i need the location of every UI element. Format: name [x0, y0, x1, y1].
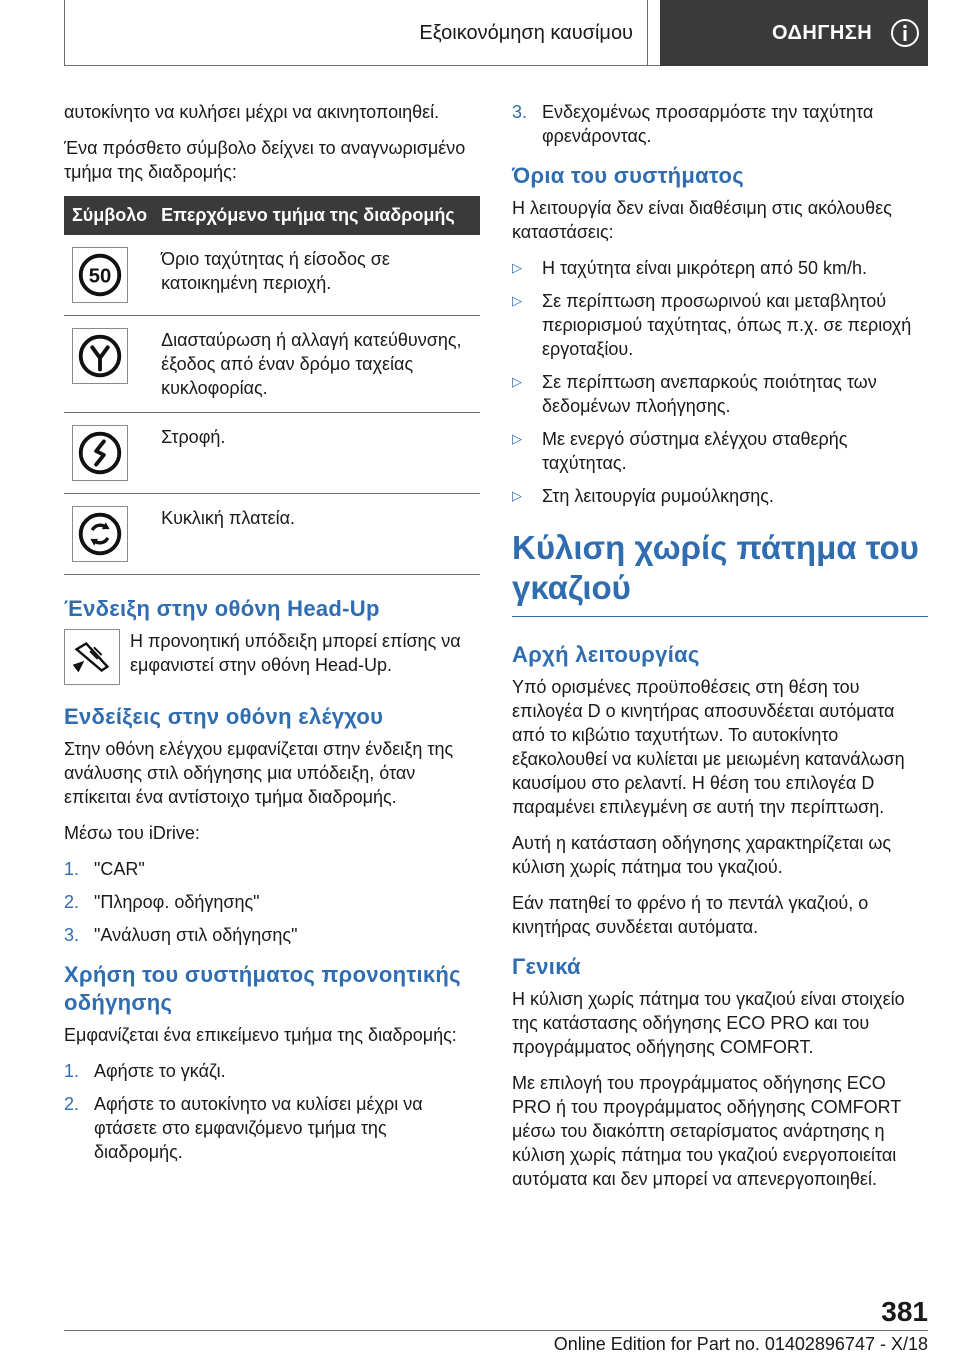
table-cell: Όριο ταχύτητας ή είσοδος σε κατοικημένη περιοχή.	[153, 235, 480, 316]
hud-text: Η προνοητική υπόδειξη μπορεί επίσης να εμφανιστεί στην οθόνη Head-Up.	[130, 631, 461, 675]
chapter-title: ΟΔΗΓΗΣΗ	[772, 22, 873, 44]
bullet-triangle-icon: ▷	[512, 374, 522, 389]
heading-control-display: Ενδείξεις στην οθόνη ελέγχου	[64, 704, 384, 729]
list-item	[512, 427, 928, 475]
heading-general: Γενικά	[512, 954, 581, 979]
left-column	[64, 100, 480, 1176]
speed-limit-50-icon	[72, 247, 128, 303]
table-row	[64, 235, 480, 316]
page-number: 381	[881, 1296, 928, 1327]
footer-edition: Online Edition for Part no. 01402896747 - X/18	[553, 1334, 928, 1354]
list-number: 2.	[64, 892, 80, 912]
list-number: 1.	[64, 859, 80, 879]
list-item	[512, 370, 928, 418]
paragraph: Υπό ορισμένες προϋποθέσεις στη θέση του επιλογέα D ο κινητήρας αποσυνδέεται αυτόματα από το κιβώτιο ταχυτήτων. Το αυτοκίνητο εξακολουθεί να κυλίεται με μειωμένη κατανάλωση καυσίμου στο ρελαντί. Η θέση του επιλογέα D παραμένει επιλεγμένη σε αυτή την περίπτωση.	[512, 677, 905, 817]
list-item	[64, 890, 480, 914]
heading-use-system: Χρήση του συστήματος προνοητικής οδήγησης	[64, 962, 461, 1015]
list-number: 2.	[64, 1094, 80, 1114]
idrive-steps	[64, 857, 480, 947]
curve-icon	[72, 425, 128, 481]
paragraph: Στην οθόνη ελέγχου εμφανίζεται στην ένδειξη της ανάλυσης στιλ οδήγησης μια υπόδειξη, όταν επίκειται ένα αντίστοιχο τμήμα διαδρομής.	[64, 739, 454, 807]
list-text: "Ανάλυση στιλ οδήγησης"	[94, 925, 298, 945]
list-text: Στη λειτουργία ρυμούλκησης.	[542, 486, 774, 506]
speed-limit-value: 50	[88, 265, 112, 288]
list-item	[64, 1059, 480, 1083]
list-item	[64, 923, 480, 947]
table-row	[64, 316, 480, 413]
heading-system-limits: Όρια του συστήματος	[512, 163, 744, 188]
paragraph: Εάν πατηθεί το φρένο ή το πεντάλ γκαζιού, ο κινητήρας συνδέεται αυτόματα.	[512, 893, 869, 937]
paragraph: Με επιλογή του προγράμματος οδήγησης ECO PRO ή του προγράμματος οδήγησης COMFORT μέσω του διακόπτη σεταρίσματος ανάρτησης η κύλιση χωρίς πάτημα του γκαζιού ενεργοποιείται αυτόματα και δεν μπορεί να απενεργοποιηθεί.	[512, 1073, 901, 1189]
right-column	[512, 100, 928, 1203]
heading-coasting: Κύλιση χωρίς πάτημα του γκαζιού	[512, 528, 928, 617]
bullet-triangle-icon: ▷	[512, 488, 522, 503]
list-item	[64, 857, 480, 881]
paragraph: Ένα πρόσθετο σύμβολο δείχνει το αναγνωρισμένο τμήμα της διαδρομής:	[64, 138, 466, 182]
footer-divider	[64, 1330, 928, 1331]
chapter-tab	[660, 0, 928, 66]
list-text: Αφήστε το γκάζι.	[94, 1061, 226, 1081]
list-text: Σε περίπτωση προσωρινού και μεταβλητού περιορισμού ταχύτητας, όπως π.χ. σε περιοχή εργοταξίου.	[542, 291, 912, 359]
list-text: Αφήστε το αυτοκίνητο να κυλίσει μέχρι να φτάσετε στο εμφανιζόμενο τμήμα της διαδρομής.	[94, 1094, 423, 1162]
page-header	[64, 0, 928, 66]
junction-icon	[72, 328, 128, 384]
bullet-triangle-icon: ▷	[512, 293, 522, 308]
paragraph: Μέσω του iDrive:	[64, 823, 200, 843]
table-header-symbol: Σύμβολο	[64, 196, 153, 235]
list-item	[512, 289, 928, 361]
heading-principle: Αρχή λειτουργίας	[512, 642, 700, 667]
limits-list	[512, 256, 928, 508]
list-item	[512, 256, 928, 280]
list-number: 3.	[64, 925, 80, 945]
use-steps	[64, 1059, 480, 1164]
bullet-triangle-icon: ▷	[512, 260, 522, 275]
section-title: Εξοικονόμηση καυσίμου	[64, 0, 648, 66]
bullet-triangle-icon: ▷	[512, 431, 522, 446]
table-row	[64, 413, 480, 494]
list-text: Σε περίπτωση ανεπαρκούς ποιότητας των δεδομένων πλοήγησης.	[542, 372, 877, 416]
paragraph: Η λειτουργία δεν είναι διαθέσιμη στις ακόλουθες καταστάσεις:	[512, 198, 892, 242]
list-text: Η ταχύτητα είναι μικρότερη από 50 km/h.	[542, 258, 867, 278]
paragraph: Η κύλιση χωρίς πάτημα του γκαζιού είναι στοιχείο της κατάστασης οδήγησης ECO PRO και του προγράμματος οδήγησης COMFORT.	[512, 989, 905, 1057]
list-item	[512, 100, 928, 148]
list-text: Με ενεργό σύστημα ελέγχου σταθερής ταχύτητας.	[542, 429, 848, 473]
hud-row	[64, 629, 480, 685]
heading-hud: Ένδειξη στην οθόνη Head-Up	[64, 596, 380, 621]
use-steps-continued	[512, 100, 928, 148]
hud-hint-icon	[64, 629, 120, 685]
list-text: Ενδεχομένως προσαρμόστε την ταχύτητα φρενάροντας.	[542, 102, 874, 146]
list-text: "CAR"	[94, 859, 145, 879]
list-item	[64, 1092, 480, 1164]
table-cell: Στροφή.	[153, 413, 480, 494]
symbol-table	[64, 196, 480, 575]
paragraph: Εμφανίζεται ένα επικείμενο τμήμα της διαδρομής:	[64, 1025, 457, 1045]
table-row	[64, 494, 480, 575]
paragraph: Αυτή η κατάσταση οδήγησης χαρακτηρίζεται ως κύλιση χωρίς πάτημα του γκαζιού.	[512, 833, 892, 877]
list-text: "Πληροφ. οδήγησης"	[94, 892, 260, 912]
table-header-row	[64, 196, 480, 235]
list-number: 3.	[512, 102, 528, 122]
table-cell: Κυκλική πλατεία.	[153, 494, 480, 575]
table-cell: Διασταύρωση ή αλλαγή κατεύθυνσης, έξοδος από έναν δρόμο ταχείας κυκλοφορίας.	[153, 316, 480, 413]
list-number: 1.	[64, 1061, 80, 1081]
table-header-segment: Επερχόμενο τμήμα της διαδρομής	[153, 196, 480, 235]
info-icon	[890, 18, 920, 48]
paragraph: αυτοκίνητο να κυλήσει μέχρι να ακινητοποιηθεί.	[64, 102, 440, 122]
roundabout-icon	[72, 506, 128, 562]
list-item	[512, 484, 928, 508]
